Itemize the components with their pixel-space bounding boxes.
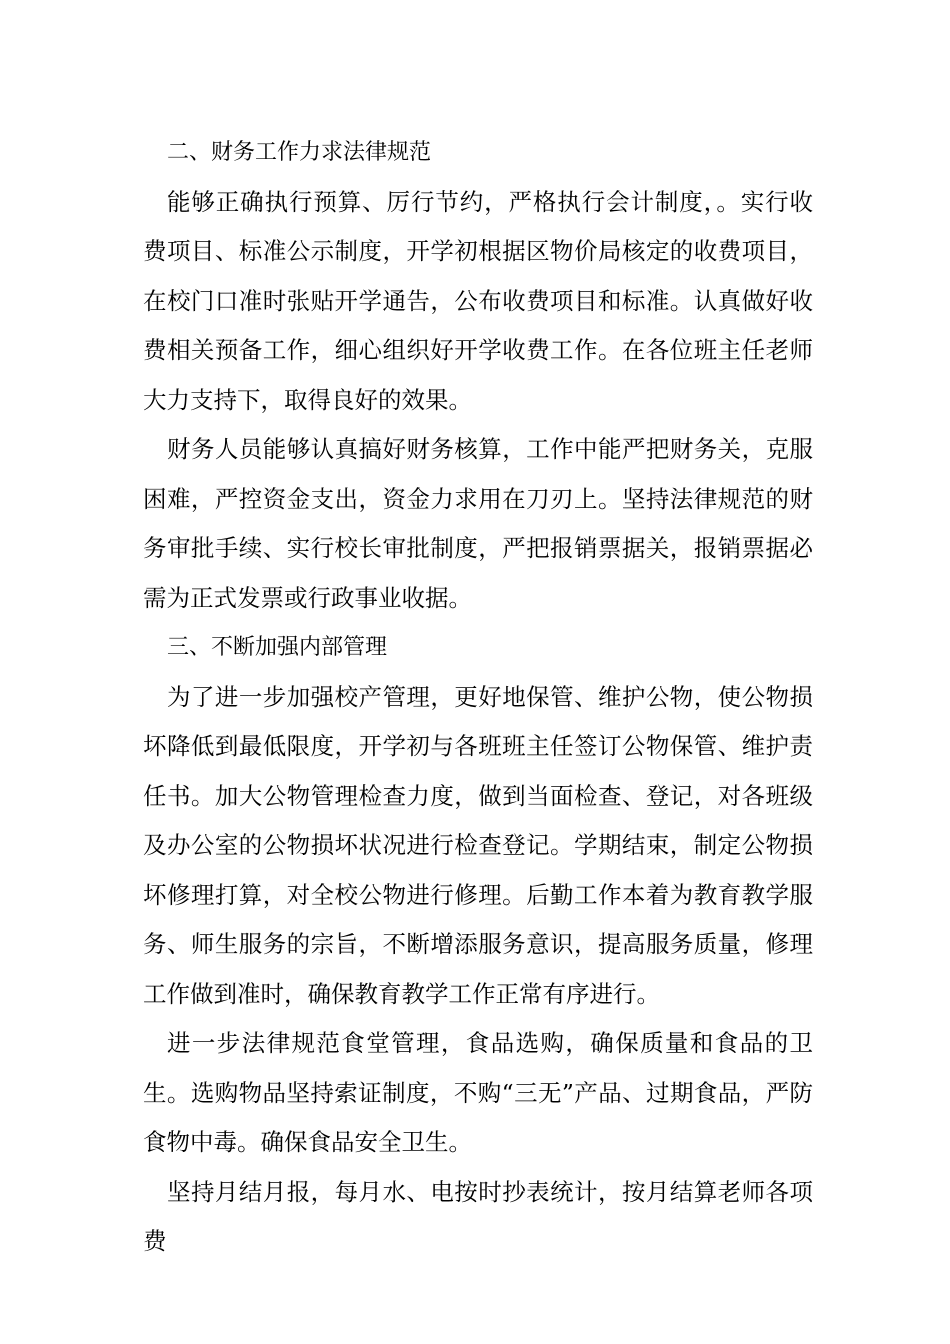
section-heading-finance: 二、财务工作力求法律规范 <box>167 140 432 165</box>
document-body <box>143 128 813 1267</box>
paragraph-budget: 能够正确执行预算、厉行节约，严格执行会计制度，。实行收费项目、标准公示制度，开学初根据区物价局核定的收费项目，在校门口准时张贴开学通告，公布收费项目和标准。认真做好收费相关预备工作，细心组织好开学收费工作。在各位班主任老师大力支持下，取得良好的效果。 <box>143 187 813 414</box>
paragraph-accounting: 财务人员能够认真搞好财务核算，工作中能严把财务关，克服困难，严控资金支出，资金力求用在刀刃上。坚持法律规范的财务审批手续、实行校长审批制度，严把报销票据关，报销票据必需为正式发票或行政事业收据。 <box>143 435 813 612</box>
paragraph-property: 为了进一步加强校产管理，更好地保管、维护公物，使公物损坏降低到最低限度，开学初与各班班主任签订公物保管、维护责任书。加大公物管理检查力度，做到当面检查、登记，对各班级及办公室的公物损坏状况进行检查登记。学期结束，制定公物损坏修理打算，对全校公物进行修理。后勤工作本着为教育教学服务、师生服务的宗旨，不断增添服务意识，提高服务质量，修理工作做到准时，确保教育教学工作正常有序进行。 <box>143 682 813 1008</box>
section-heading-management: 三、不断加强内部管理 <box>167 635 388 660</box>
paragraph-canteen: 进一步法律规范食堂管理，食品选购，确保质量和食品的卫生。选购物品坚持索证制度，不购“三无”产品、过期食品，严防食物中毒。确保食品安全卫生。 <box>143 1029 813 1156</box>
paragraph-monthly-report: 坚持月结月报，每月水、电按时抄表统计，按月结算老师各项费 <box>143 1177 813 1255</box>
